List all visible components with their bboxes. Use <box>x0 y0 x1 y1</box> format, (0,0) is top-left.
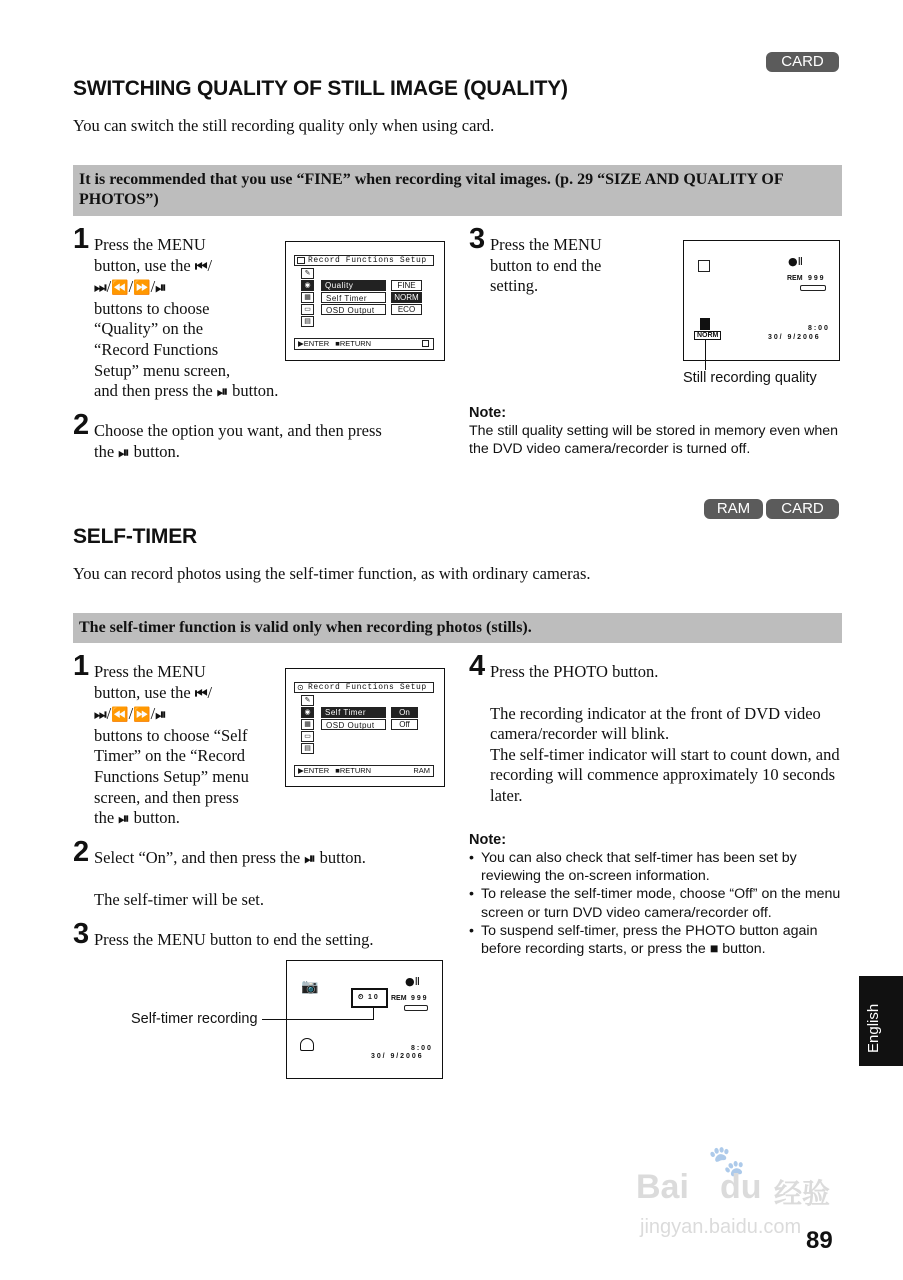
step-text: and then press the <box>94 381 213 401</box>
rewind-icon: ⏪ <box>111 280 129 297</box>
step-text: Press the MENU <box>94 235 206 254</box>
date-display: 3 0 / 9 / 2 0 0 6 <box>768 334 819 341</box>
page-number: 89 <box>806 1227 833 1254</box>
record-pause-icon: ●Ⅱ <box>788 255 804 268</box>
note-text-quality: The still quality setting will be stored in memory even when the DVD video camera/recorder is turned off. <box>469 423 839 458</box>
enter-label: ENTER <box>303 339 330 348</box>
play-pause-icon: ⏯ <box>216 384 229 401</box>
remaining-count: 9 9 9 <box>808 275 824 282</box>
step-2-self-timer <box>73 836 453 910</box>
option-on[interactable]: On <box>391 707 418 718</box>
option-off[interactable]: Off <box>391 719 418 730</box>
note-title: Note: <box>469 405 507 421</box>
grid-icon: ▦ <box>301 292 314 303</box>
section-title-quality: SWITCHING QUALITY OF STILL IMAGE (QUALITY) <box>73 77 568 100</box>
step-text: Press the PHOTO button. <box>490 662 659 681</box>
stop-icon: ■ <box>335 339 340 348</box>
camera-icon: ◉ <box>301 280 314 291</box>
skip-forward-icon: ⏭ <box>94 707 107 724</box>
watermark-cn: 经验 <box>774 1177 831 1210</box>
disc-icon: ▤ <box>301 743 314 754</box>
disc-mode-icon <box>300 1038 314 1051</box>
step-text: button. <box>133 808 180 828</box>
self-timer-indicator <box>351 988 388 1008</box>
ram-tag: RAM <box>704 499 763 519</box>
wrench-icon: ✎ <box>301 695 314 706</box>
camera-icon: ◉ <box>301 707 314 718</box>
card-tag: CARD <box>766 52 839 72</box>
enter-icon: ▶ <box>298 339 304 348</box>
callout-line <box>705 340 706 370</box>
step-text: button. <box>232 381 279 401</box>
card-icon <box>698 260 710 272</box>
time-display: 8 : 0 0 <box>411 1045 431 1052</box>
step-text: Press the MENU <box>94 662 206 681</box>
rem-label: REM <box>787 275 803 282</box>
recommendation-banner: It is recommended that you use “FINE” when recording vital images. (p. 29 “SIZE AND QUALITY OF PHOTOS”) <box>73 165 842 216</box>
self-timer-caption: Self-timer recording <box>131 1011 258 1027</box>
note-item <box>469 922 844 958</box>
menu-row-self-timer[interactable]: Self Timer <box>321 707 386 718</box>
quality-indicator: NORM <box>694 331 721 340</box>
camera-icon: 📷 <box>301 980 319 995</box>
step-1-quality: 1 Press the MENU button, use the ⏮/ ⏭/⏪/⏩/⏯ buttons to choose “Quality” on the “Record Functions Setup” menu screen, and then press the ⏯ button. <box>73 235 343 403</box>
section-intro-quality: You can switch the still recording quality only when using card. <box>73 116 495 135</box>
skip-back-icon: ⏮ <box>194 258 208 275</box>
skip-forward-icon: ⏭ <box>94 280 107 297</box>
step-text: “Quality” on the <box>94 319 204 339</box>
step-1-self-timer: 1 Press the MENU button, use the ⏮/ ⏭/⏪/⏩/⏯ buttons to choose “Self Timer” on the “Record Functions Setup” menu screen, and then press the ⏯ button. <box>73 662 283 830</box>
option-eco[interactable]: ECO <box>391 304 422 315</box>
note-title: Note: <box>469 832 507 848</box>
step-4-self-timer <box>469 650 844 807</box>
menu-row-quality[interactable]: Quality <box>321 280 386 291</box>
step-number: 2 <box>73 836 90 868</box>
step-text: Select “On”, and then press the <box>94 848 301 867</box>
watermark-brand: Bai <box>636 1168 689 1206</box>
step-text: The recording indicator at the front of DVD video camera/recorder will blink. <box>490 703 821 744</box>
note-item: • You can also check that self-timer has been set by reviewing the on-screen information. <box>469 849 844 885</box>
play-pause-icon: ⏯ <box>118 444 130 461</box>
screen-icon: ▭ <box>301 304 314 315</box>
timer-icon: ⏲ <box>358 994 364 1001</box>
option-norm[interactable]: NORM <box>391 292 422 303</box>
record-pause-icon: ●Ⅱ <box>405 975 421 988</box>
step-text: button, use the <box>94 682 191 702</box>
menu-footer <box>294 765 434 777</box>
menu-header-box <box>294 255 434 266</box>
step-text: Press the MENU button to end the setting. <box>94 930 374 949</box>
menu-row-self-timer[interactable]: Self Timer <box>321 292 386 303</box>
step-text: “Record Functions <box>94 339 219 359</box>
step-text: button to end the <box>490 255 602 275</box>
play-pause-icon: ⏯ <box>155 707 167 724</box>
watermark-brand2: du <box>720 1168 762 1206</box>
time-display: 8 : 0 0 <box>808 325 828 332</box>
menu-header-box <box>294 682 434 693</box>
stop-icon: ■ <box>335 766 340 775</box>
step-number: 1 <box>73 223 90 255</box>
remaining-count: 9 9 9 <box>411 995 427 1002</box>
note-list-self-timer <box>469 849 844 958</box>
step-text: button, use the <box>94 255 191 275</box>
language-tab[interactable] <box>859 976 903 1066</box>
step-number: 3 <box>73 918 90 950</box>
play-pause-icon: ⏯ <box>304 851 316 867</box>
step-text: Choose the option you want, and then press <box>94 421 382 440</box>
rewind-icon: ⏪ <box>111 707 129 724</box>
step-text: buttons to choose “Self <box>94 725 248 745</box>
enter-icon: ▶ <box>298 766 304 775</box>
callout-line <box>373 1006 374 1020</box>
step-text: the <box>94 808 115 828</box>
step-text: Timer” on the “Record <box>94 746 246 766</box>
step-text: setting. <box>490 276 539 296</box>
return-label: RETURN <box>339 766 372 775</box>
fast-forward-icon: ⏩ <box>133 280 151 297</box>
step-text: button. <box>133 441 180 461</box>
wrench-icon: ✎ <box>301 268 314 279</box>
step-number: 1 <box>73 650 90 682</box>
timer-count: 1 0 <box>368 994 378 1001</box>
watermark <box>636 1140 856 1240</box>
step-3-self-timer <box>73 918 453 951</box>
note-text: To suspend self-timer, press the PHOTO button again before recording starts, or press the <box>481 922 818 958</box>
grid-icon: ▦ <box>301 719 314 730</box>
stop-icon: ■ <box>709 941 719 958</box>
step-text: the <box>94 441 115 461</box>
return-label: RETURN <box>339 339 372 348</box>
section-title-self-timer: SELF-TIMER <box>73 525 197 548</box>
card-tag: CARD <box>766 499 839 519</box>
screen-icon: ▭ <box>301 731 314 742</box>
menu-row-osd-output[interactable]: OSD Output <box>321 719 386 730</box>
menu-header: Record Functions Setup <box>308 256 427 265</box>
step-3-quality <box>469 223 669 297</box>
card-icon <box>297 257 305 264</box>
menu-screen-self-timer <box>285 668 445 787</box>
play-pause-icon: ⏯ <box>118 811 130 828</box>
step-number: 2 <box>73 409 90 441</box>
menu-footer <box>294 338 434 350</box>
menu-header: Record Functions Setup <box>308 683 427 692</box>
step-number: 3 <box>469 223 486 255</box>
rem-label: REM <box>391 995 407 1002</box>
step-2-quality <box>73 409 453 463</box>
option-fine[interactable]: FINE <box>391 280 422 291</box>
step-text: Functions Setup” menu <box>94 766 249 786</box>
paw-icon: 🐾 <box>708 1145 746 1178</box>
card-icon <box>422 340 429 347</box>
step-text: Setup” menu screen, <box>94 360 231 380</box>
play-pause-icon: ⏯ <box>155 280 167 297</box>
disc-icon: ▤ <box>301 316 314 327</box>
camera-icon: ⊙ <box>297 683 304 692</box>
language-label: English <box>865 1003 882 1053</box>
fast-forward-icon: ⏩ <box>133 707 151 724</box>
menu-screen-quality <box>285 241 445 361</box>
note-text: button. <box>722 941 766 958</box>
section-intro-self-timer: You can record photos using the self-timer function, as with ordinary cameras. <box>73 564 591 583</box>
step-number: 4 <box>469 650 486 682</box>
ram-indicator: RAM <box>413 766 430 775</box>
menu-row-osd-output[interactable]: OSD Output <box>321 304 386 315</box>
still-quality-caption: Still recording quality <box>683 370 817 386</box>
step-text: Press the MENU <box>490 235 602 254</box>
viewfinder-quality <box>683 240 840 361</box>
date-display: 3 0 / 9 / 2 0 0 6 <box>371 1053 422 1060</box>
step-text: screen, and then press <box>94 787 239 807</box>
step-text: button. <box>319 848 366 867</box>
self-timer-banner: The self-timer function is valid only when recording photos (stills). <box>73 613 842 643</box>
note-item: • To release the self-timer mode, choose “Off” on the menu screen or turn DVD video camera/recorder off. <box>469 885 844 921</box>
enter-label: ENTER <box>303 766 330 775</box>
step-text: buttons to choose <box>94 298 210 318</box>
callout-line <box>262 1019 374 1020</box>
step-text: The self-timer will be set. <box>94 889 264 909</box>
skip-back-icon: ⏮ <box>194 685 208 702</box>
watermark-url: jingyan.baidu.com <box>640 1216 802 1238</box>
battery-icon <box>404 1005 428 1011</box>
card-quality-icon <box>700 318 710 330</box>
battery-icon <box>800 285 826 291</box>
step-text: The self-timer indicator will start to count down, and recording will commence approximately 10 seconds later. <box>490 744 840 805</box>
